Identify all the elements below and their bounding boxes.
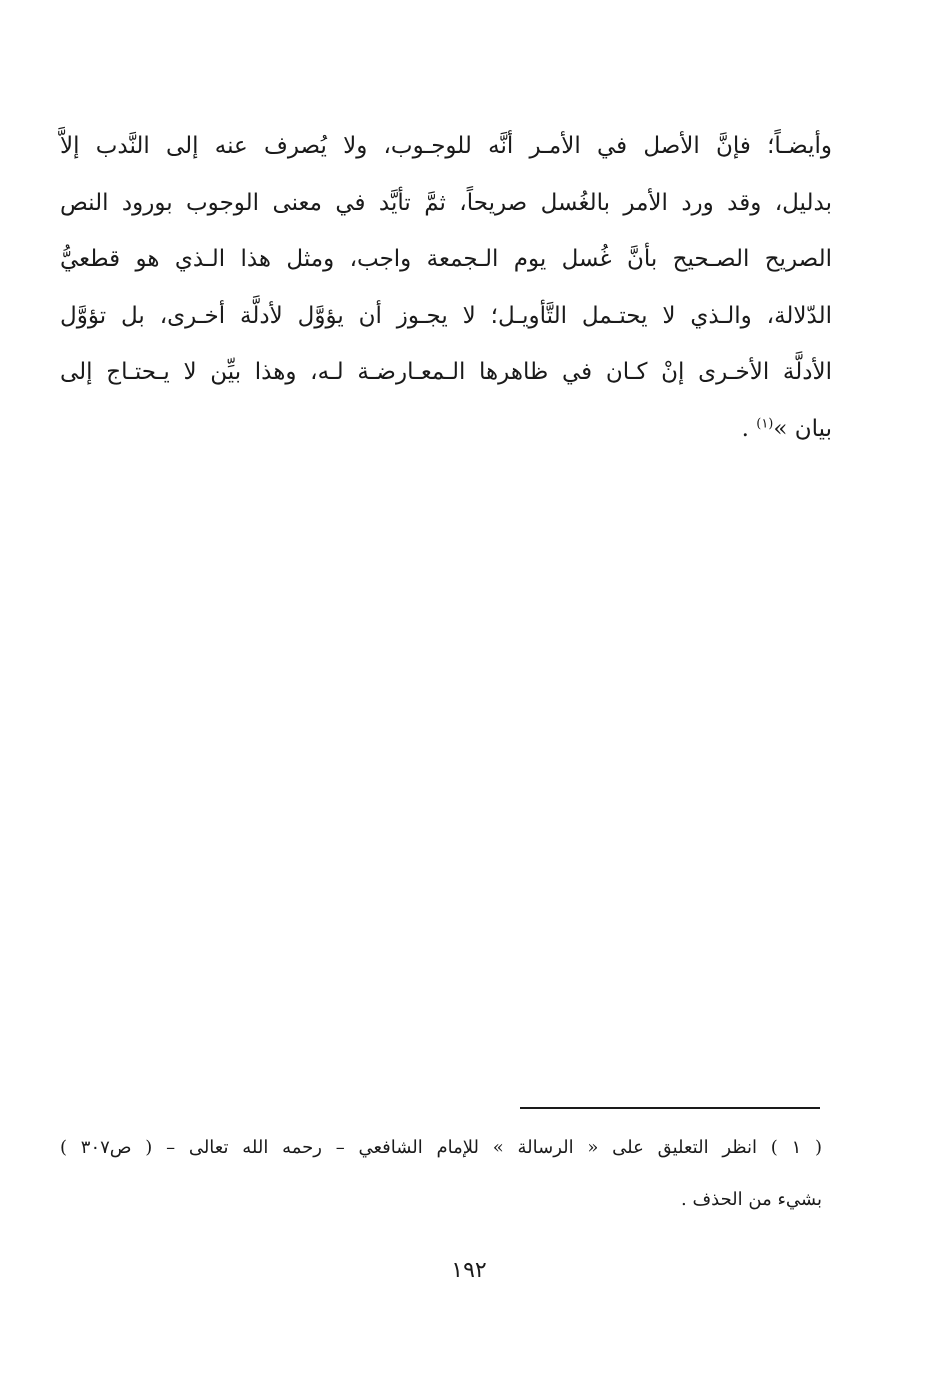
text-line-1: وأيضـاً؛ فإنَّ الأصل في الأمـر أنَّه للوجـوب، ولا يُصرف عنه إلى النَّدب إلاَّ [60, 133, 832, 159]
footnote-line-2: بشيء من الحذف . [681, 1189, 822, 1210]
text-line-6 [60, 401, 832, 458]
text-line-4: الدّلالة، والـذي لا يحتـمل التَّأويـل؛ لا يجـوز أن يؤوَّل لأدلَّة أخـرى، بل تؤوَّل [60, 302, 832, 329]
page-number: ١٩٢ [451, 1258, 487, 1283]
main-text [60, 118, 832, 458]
text-line-5: الأدلَّة الأخـرى إنْ كـان في ظاهرها الـمعـارضـة لـه، وهذا بيِّن لا يـحتـاج إلى [60, 359, 832, 386]
footnote [60, 1122, 822, 1226]
footnote-marker: (١) [756, 416, 774, 432]
text-line-3: الصريح الصـحيح بأنَّ غُسل يوم الـجمعة واجب، ومثل هذا الـذي هو قطعيُّ [60, 246, 832, 273]
text-line-2: بدليل، وقد ورد الأمر بالغُسل صريحاً، ثمَّ تأيَّد في معنى الوجوب بورود النص [60, 189, 832, 216]
end-punctuation: . [741, 415, 749, 442]
footnote-line-1: ( ١ ) انظر التعليق على « الرسالة » للإمام الشافعي – رحمه الله تعالى – ( ص٣٠٧ ) [60, 1137, 823, 1158]
text-line-6-content: بيان » [773, 415, 832, 442]
footnote-separator [520, 1107, 820, 1109]
